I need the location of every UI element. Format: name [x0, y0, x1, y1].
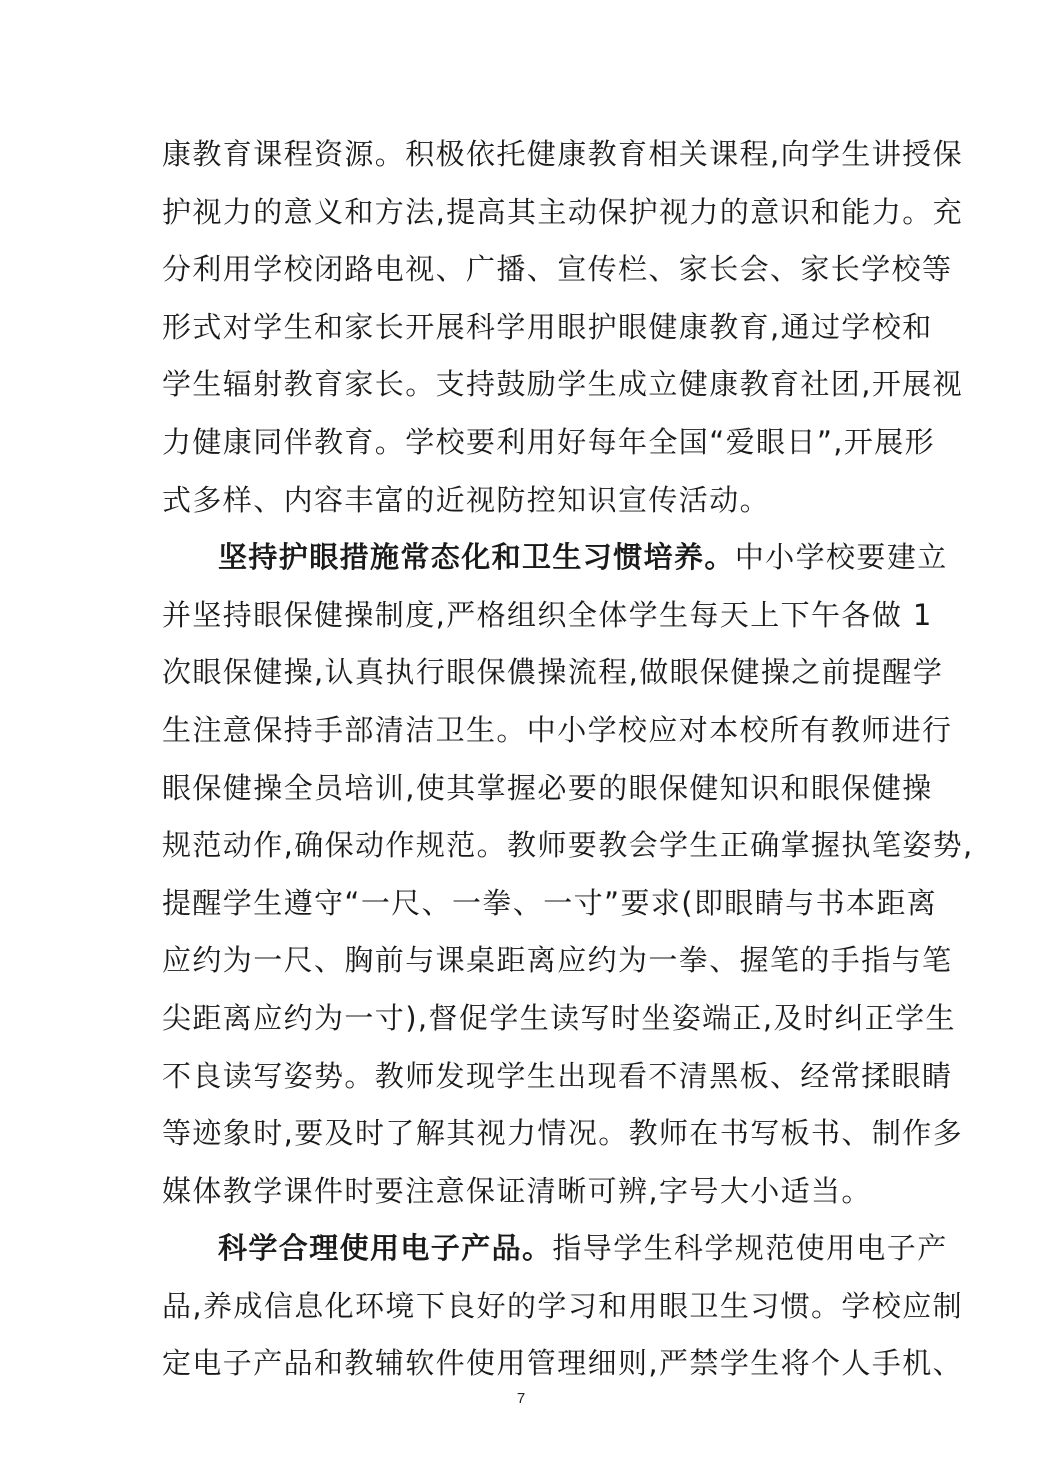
- paragraph-first-line: [162, 529, 948, 587]
- paragraph-line: 媒体教学课件时要注意保证清晰可辨,字号大小适当。: [162, 1173, 872, 1208]
- paragraph-line: 规范动作,确保动作规范。教师要教会学生正确掌握执笔姿势,: [162, 828, 974, 863]
- paragraph-line: 形式对学生和家长开展科学用眼护眼健康教育,通过学校和: [162, 309, 933, 344]
- body-text: [162, 126, 974, 1393]
- paragraph-line: 尖距离应约为一寸),督促学生读写时坐姿端正,及时纠正学生: [162, 1000, 956, 1035]
- paragraph-line: 定电子产品和教辅软件使用管理细则,严禁学生将个人手机、: [162, 1346, 964, 1381]
- paragraph-text: 指导学生科学规范使用电子产: [552, 1231, 948, 1266]
- paragraph-line: 康教育课程资源。积极依托健康教育相关课程,向学生讲授保: [162, 137, 964, 171]
- paragraph-first-line: [162, 1220, 948, 1278]
- paragraph-line: 护视力的意义和方法,提高其主动保护视力的意识和能力。充: [162, 194, 964, 229]
- paragraph-lead-heading: 坚持护眼措施常态化和卫生习惯培养。: [218, 540, 735, 575]
- paragraph-line: 眼保健操全员培训,使其掌握必要的眼保健知识和眼保健操: [162, 770, 933, 805]
- paragraph-lead-heading: 科学合理使用电子产品。: [218, 1231, 553, 1266]
- paragraph-line: 品,养成信息化环境下良好的学习和用眼卫生习惯。学校应制: [162, 1288, 964, 1323]
- paragraph-line: 式多样、内容丰富的近视防控知识宣传活动。: [162, 482, 771, 517]
- paragraph-line: 学生辐射教育家长。支持鼓励学生成立健康教育社团,开展视: [162, 367, 964, 402]
- paragraph-line: 应约为一尺、胸前与课桌距离应约为一拳、握笔的手指与笔: [162, 943, 953, 978]
- paragraph-line: 并坚持眼保健操制度,严格组织全体学生每天上下午各做 1: [162, 597, 933, 632]
- paragraph-line: 不良读写姿势。教师发现学生出现看不清黑板、经常揉眼睛: [162, 1058, 953, 1093]
- page-number: 7: [516, 1390, 526, 1407]
- paragraph-line: 等迹象时,要及时了解其视力情况。教师在书写板书、制作多: [162, 1116, 964, 1151]
- paragraph-line: 生注意保持手部清洁卫生。中小学校应对本校所有教师进行: [162, 712, 953, 747]
- paragraph-line: 提醒学生遵守“一尺、一拳、一寸”要求(即眼睛与书本距离: [162, 885, 938, 920]
- paragraph-text: 中小学校要建立: [734, 540, 948, 575]
- paragraph-line: 次眼保健操,认真执行眼保儂操流程,做眼保健操之前提醒学: [162, 655, 944, 690]
- paragraph-line: 分利用学校闭路电视、广播、宣传栏、家长会、家长学校等: [162, 252, 953, 287]
- paragraph-line: 力健康同伴教育。学校要利用好每年全国“爱眼日”,开展形: [162, 424, 936, 459]
